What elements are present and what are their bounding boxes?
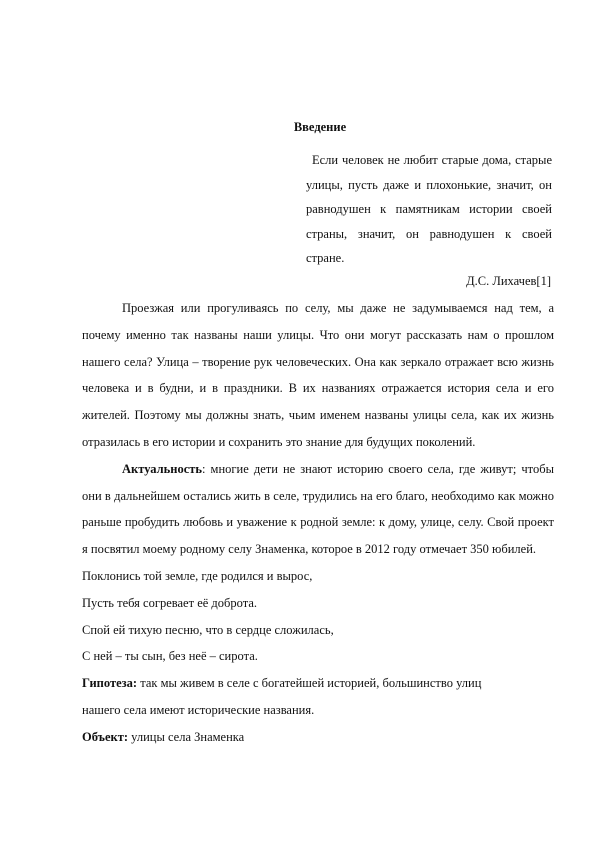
hypothesis-line-2: нашего села имеют исторические названия. — [82, 702, 315, 717]
object-line — [82, 724, 554, 751]
page-title: Введение — [293, 120, 347, 134]
intro-paragraph: Проезжая или прогуливаясь по селу, мы даже не задумываемся над тем, а почему именно так названы наши улицы. Что они могут рассказать нам о прошлом нашего села? Улица – творение рук человеческих. Она как зеркало отражает всю жизнь человека и в будни, и в праздники. В их названиях отражается история села и его жителей. Поэтому мы должны знать, чьим именем названы улицы села, как их жизнь отразилась в его истории и сохранить это знание для будущих поколений. — [82, 301, 554, 449]
object-label: Объект: — [82, 729, 129, 744]
poem-line-1: Поклонись той земле, где родился и вырос, — [82, 568, 313, 583]
relevance-paragraph — [82, 456, 554, 563]
hypothesis-line-1 — [82, 670, 554, 697]
poem-line-4: С ней – ты сын, без неё – сирота. — [82, 649, 258, 664]
epigraph-text: Если человек не любит старые дома, старые улицы, пусть даже и плохонькие, значит, он равнодушен к памятникам истории своей страны, значит, он равнодушен к своей стране. — [306, 153, 552, 266]
epigraph-author: Д.С. Лихачев[1] — [466, 274, 551, 288]
document-body — [82, 295, 554, 751]
epigraph — [306, 148, 552, 271]
relevance-text: : многие дети не знают историю своего села, где живут; чтобы они в дальнейшем остались жить в селе, трудились на его благо, необходимо как можно раньше пробудить любовь и уважение к родной земле: к дому, улице, селу. Свой проект я посвятил моему родному селу Знаменка, которое в 2012 году отмечает 350 юбилей. — [82, 461, 554, 557]
hypothesis-label: Гипотеза: — [82, 676, 138, 691]
hypothesis-text: так мы живем в селе с богатейшей историей, большинство улиц — [137, 676, 482, 691]
object-text: улицы села Знаменка — [128, 729, 245, 744]
poem-line-2: Пусть тебя согревает её доброта. — [82, 595, 258, 610]
poem-line-3: Спой ей тихую песню, что в сердце сложилась, — [82, 622, 334, 637]
relevance-label: Актуальность — [122, 461, 203, 476]
